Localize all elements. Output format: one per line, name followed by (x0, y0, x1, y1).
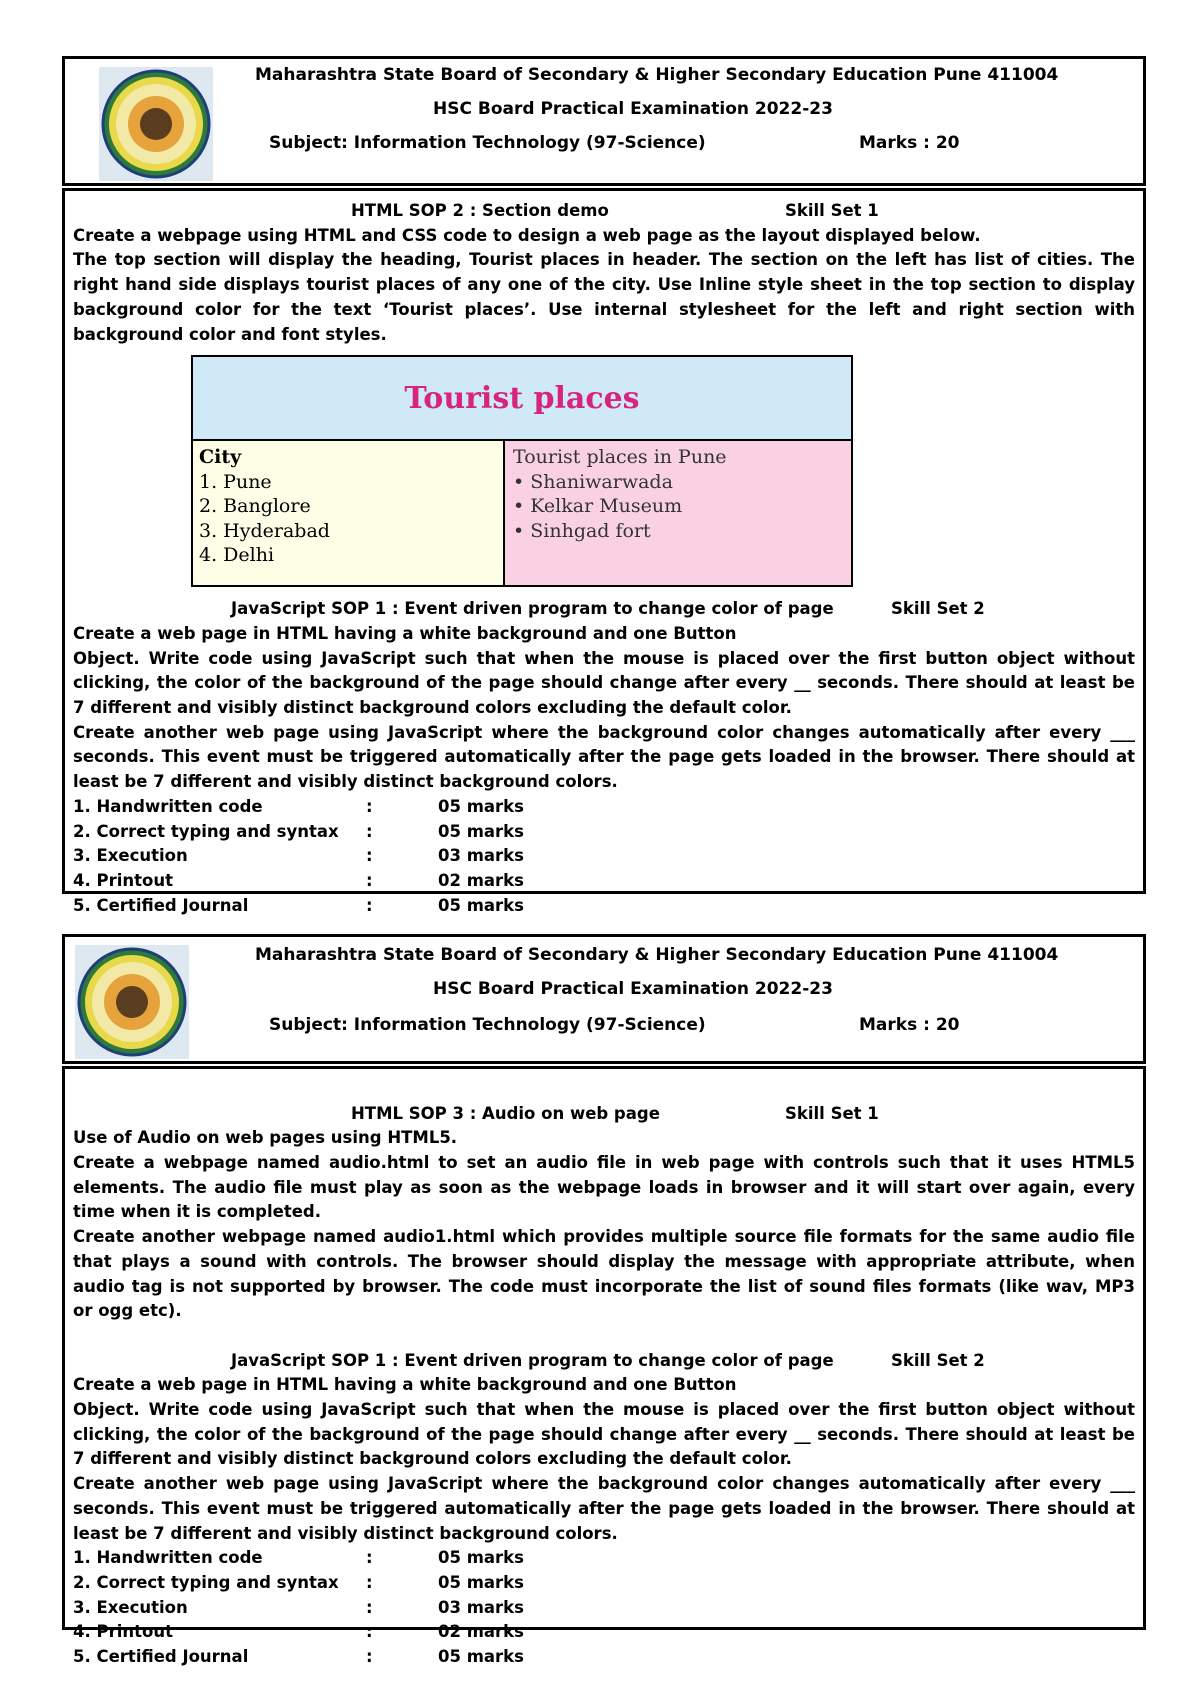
marks-sep: : (366, 796, 373, 816)
subject: Subject: Information Technology (97-Science) (269, 133, 706, 153)
city-item: 3. Hyderabad (199, 519, 330, 542)
paper1-header (62, 56, 1146, 186)
marks-value: 05 marks (438, 1647, 524, 1667)
marks-row (73, 1571, 1135, 1596)
skill-set: Skill Set 1 (785, 201, 879, 220)
marks-value: 02 marks (438, 870, 524, 890)
marks-row (73, 1620, 1135, 1645)
paper2-body (62, 1066, 1146, 1667)
board-seal-icon (99, 67, 213, 181)
marks-row (73, 844, 1135, 869)
marks-value: 05 marks (438, 1548, 524, 1568)
place-item: • Shaniwarwada (513, 470, 673, 493)
marks-sep: : (366, 821, 373, 841)
marks-item: 1. Handwritten code (73, 1548, 263, 1568)
city-item: 4. Delhi (199, 544, 275, 567)
marks-value: 05 marks (438, 1572, 524, 1592)
marks-total: Marks : 20 (859, 1015, 960, 1035)
marks-row (73, 1546, 1135, 1571)
marks-value: 05 marks (438, 895, 524, 915)
board-seal-icon (75, 945, 189, 1059)
paragraph: The top section will display the heading, Tourist places in header. The section on the left has list of cities. The right hand side displays tourist places of any one of the city. Use Inline style sheet in the top section to display background color for the text ‘Tourist places’. Use internal stylesheet for the left and right section with background color and font styles. (73, 250, 1135, 344)
marks-item: 2. Correct typing and syntax (73, 821, 339, 841)
paragraph: Create a webpage named audio.html to set an audio file in web page with controls such that it uses HTML5 elements. The audio file must play as soon as the webpage loads in browser and it will start over again, every time when it is completed. (73, 1153, 1135, 1222)
paragraph: Use of Audio on web pages using HTML5. (73, 1128, 458, 1148)
figure-places-list (505, 441, 851, 585)
sop-title: HTML SOP 2 : Section demo (351, 201, 609, 220)
marks-row (73, 820, 1135, 845)
marks-item: 4. Printout (73, 870, 173, 890)
skill-set: Skill Set 2 (891, 1350, 985, 1370)
place-item: • Sinhgad fort (513, 519, 651, 542)
paragraph: Create another web page using JavaScript where the background color changes automatically after every ___ seconds. This event must be triggered automatically after the page gets loaded in the browser. There should at least be 7 different and visibly distinct background colors. (73, 1474, 1135, 1543)
marks-row (73, 1596, 1135, 1621)
paragraph: Create another web page using JavaScript where the background color changes automatically after every ___ seconds. This event must be triggered automatically after the page gets loaded in the browser. There should at least be 7 different and visibly distinct background colors. (73, 722, 1135, 792)
marks-value: 03 marks (438, 846, 524, 866)
paragraph: Create a web page in HTML having a white background and one Button (73, 623, 737, 643)
subject: Subject: Information Technology (97-Science) (269, 1015, 706, 1035)
marks-row (73, 795, 1135, 820)
sop-title-row (73, 597, 1135, 622)
marks-row (73, 894, 1135, 919)
sop-title: JavaScript SOP 1 : Event driven program to change color of page (231, 599, 834, 619)
marks-sep: : (366, 870, 373, 890)
city-item: 2. Banglore (199, 495, 311, 518)
marks-total: Marks : 20 (859, 133, 960, 153)
marks-item: 5. Certified Journal (73, 895, 249, 915)
paragraph: Create a webpage using HTML and CSS code to design a web page as the layout displayed below. (73, 225, 981, 245)
city-heading: City (199, 446, 242, 469)
marks-item: 1. Handwritten code (73, 796, 263, 816)
layout-figure (191, 355, 853, 587)
board-name: Maharashtra State Board of Secondary & Higher Secondary Education Pune 411004 (255, 945, 1059, 965)
marks-sep: : (366, 1622, 373, 1642)
marks-item: 3. Execution (73, 846, 188, 866)
exam-name: HSC Board Practical Examination 2022-23 (433, 979, 833, 999)
marks-sep: : (366, 846, 373, 866)
skill-set: Skill Set 2 (891, 599, 985, 619)
marks-value: 03 marks (438, 1597, 524, 1617)
paragraph: Create a web page in HTML having a white background and one Button (73, 1375, 737, 1395)
marks-scheme (73, 1546, 1135, 1669)
skill-set: Skill Set 1 (785, 1103, 879, 1123)
figure-city-list (193, 441, 505, 585)
marks-item: 3. Execution (73, 1597, 188, 1617)
paper2-header (62, 934, 1146, 1064)
sop-title-row (73, 199, 1135, 224)
marks-value: 05 marks (438, 821, 524, 841)
city-item: 1. Pune (199, 470, 272, 493)
marks-scheme (73, 795, 1135, 918)
marks-item: 5. Certified Journal (73, 1647, 249, 1667)
marks-item: 4. Printout (73, 1622, 173, 1642)
paragraph: Object. Write code using JavaScript such that when the mouse is placed over the first button object without clicking, the color of the background of the page should change after every __ seconds. There should at least be 7 different and visibly distinct background colors excluding the default color. (73, 1400, 1135, 1469)
sop-title-row (73, 1349, 1135, 1374)
marks-sep: : (366, 1647, 373, 1667)
sop-title: JavaScript SOP 1 : Event driven program to change color of page (231, 1350, 834, 1370)
marks-row (73, 869, 1135, 894)
place-item: • Kelkar Museum (513, 495, 683, 518)
places-heading: Tourist places in Pune (513, 446, 727, 469)
marks-value: 02 marks (438, 1622, 524, 1642)
marks-sep: : (366, 1548, 373, 1568)
board-name: Maharashtra State Board of Secondary & Higher Secondary Education Pune 411004 (255, 65, 1059, 85)
sop-title: HTML SOP 3 : Audio on web page (351, 1103, 660, 1123)
figure-heading: Tourist places (193, 357, 851, 441)
paragraph: Object. Write code using JavaScript such that when the mouse is placed over the first button object without clicking, the color of the background of the page should change after every __ seconds. There should at least be 7 different and visibly distinct background colors excluding the default color. (73, 648, 1135, 717)
marks-item: 2. Correct typing and syntax (73, 1572, 339, 1592)
marks-sep: : (366, 1597, 373, 1617)
marks-sep: : (366, 1572, 373, 1592)
marks-sep: : (366, 895, 373, 915)
paragraph: Create another webpage named audio1.html which provides multiple source file formats for the same audio file that plays a sound with controls. The browser should display the message with appropriate attribute, when audio tag is not supported by browser. The code must incorporate the list of sound files formats (like wav, MP3 or ogg etc). (73, 1227, 1135, 1321)
sop-title-row (73, 1102, 1135, 1127)
marks-value: 05 marks (438, 796, 524, 816)
paper1-body (62, 188, 1146, 915)
marks-row (73, 1645, 1135, 1670)
exam-name: HSC Board Practical Examination 2022-23 (433, 99, 833, 119)
